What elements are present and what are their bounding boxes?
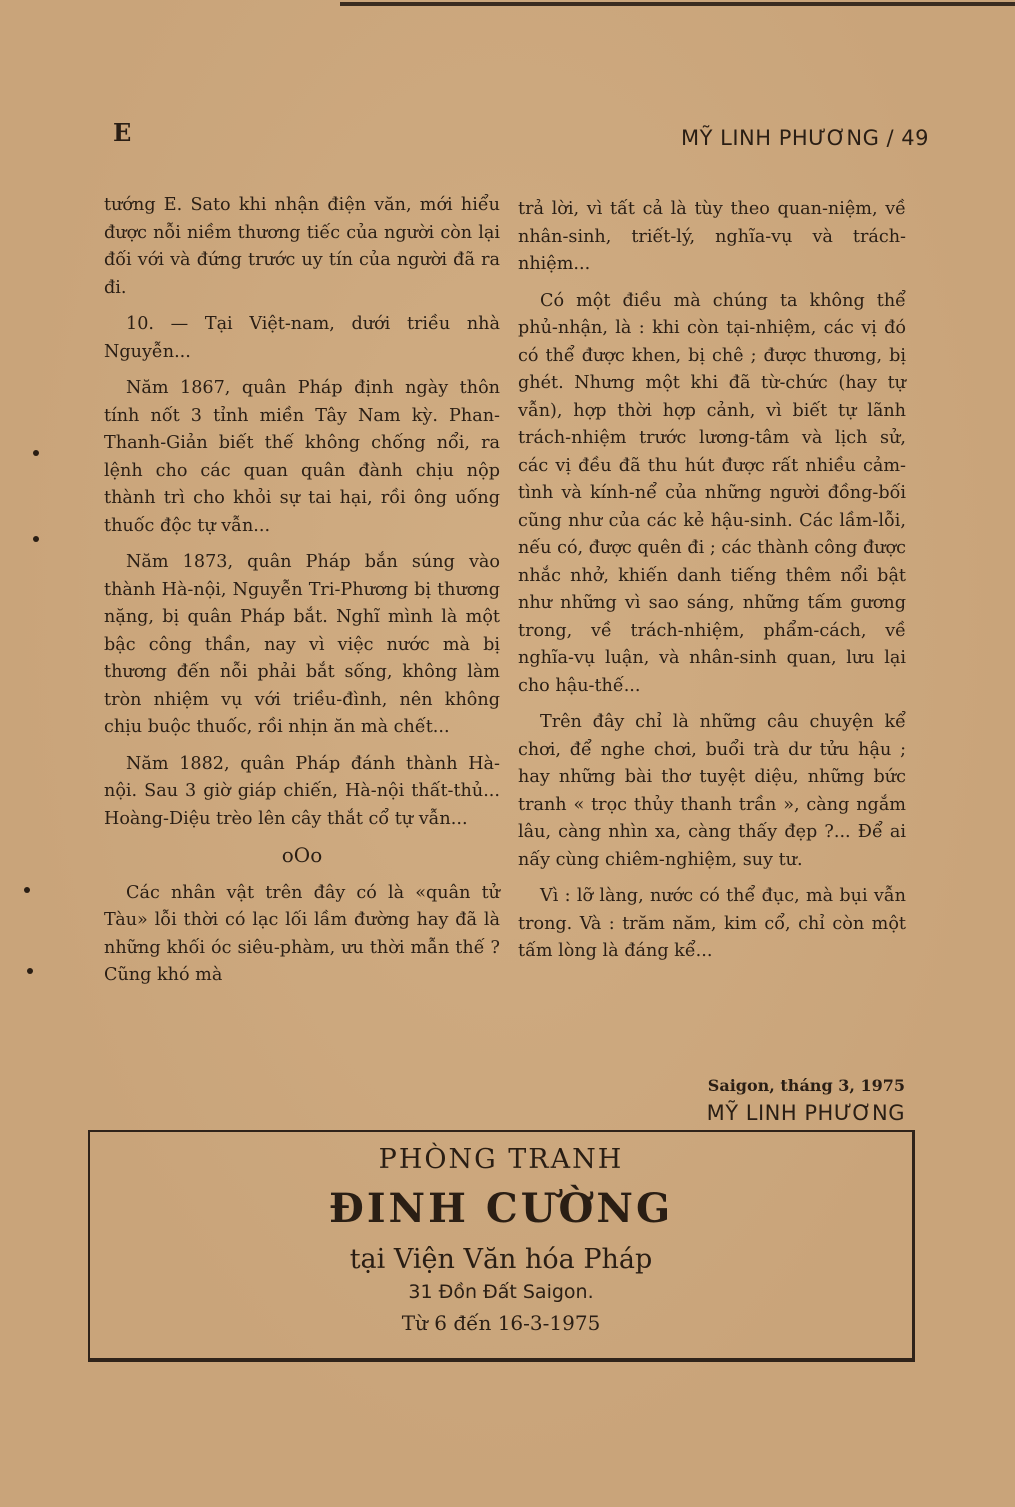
paragraph: tướng E. Sato khi nhận điện văn, mới hiểu được nỗi niềm thương tiếc của người còn lại đối với và đứng trước uy tín của người đã ra đi. [104, 195, 500, 298]
margin-dot [27, 968, 33, 974]
ad-title: ĐINH CƯỜNG [328, 1185, 674, 1232]
paragraph: Các nhân vật trên đây có là «quân tử Tàu» lỗi thời có lạc lối lầm đường hay đã là những khối óc siêu-phàm, ưu thời mẫn thế ? Cũng khó mà [104, 882, 500, 985]
margin-dot [24, 887, 30, 893]
paragraph: trả lời, vì tất cả là tùy theo quan-niệm, về nhân-sinh, triết-lý, nghĩa-vụ và trách-nhiệm... [518, 199, 906, 274]
signature-author: MỸ LINH PHƯƠNG [706, 1101, 905, 1125]
ad-label: PHÒNG TRANH [378, 1144, 624, 1175]
ad-dates: Từ 6 đến 16-3-1975 [401, 1311, 601, 1335]
exhibition-advertisement [88, 1130, 915, 1362]
ad-address: 31 Đồn Đất Saigon. [408, 1281, 594, 1303]
right-column [518, 196, 906, 975]
paragraph: Năm 1867, quân Pháp định ngày thôn tính nốt 3 tỉnh miền Tây Nam kỳ. Phan-Thanh-Giản biết thế không chống nổi, ra lệnh cho các quan quân đành chịu nộp thành trì cho khỏi sự tai hại, rồi ông uống thuốc độc tự vẫn... [104, 378, 500, 536]
section-heading: 10. — Tại Việt-nam, dưới triều nhà Nguyễn... [104, 314, 500, 362]
section-mark: E [113, 118, 132, 147]
ad-venue: tại Viện Văn hóa Pháp [349, 1244, 653, 1275]
paragraph: Trên đây chỉ là những câu chuyện kể chơi, để nghe chơi, buổi trà dư tửu hậu ; hay những bài thơ tuyệt diệu, những bức tranh « trọc thủy thanh trần », càng ngắm lâu, càng nhìn xa, càng thấy đẹp ?... Để ai nấy cùng chiêm-nghiệm, suy tư. [518, 712, 906, 870]
signature-place-date: Saigon, tháng 3, 1975 [707, 1076, 905, 1095]
top-rule [340, 2, 1015, 6]
paragraph: Vì : lỡ làng, nước có thể đục, mà bụi vẫn trong. Và : trăm năm, kim cổ, chỉ còn một tấm lòng là đáng kể... [518, 886, 906, 961]
signature-block [707, 1076, 905, 1125]
running-head: MỸ LINH PHƯƠNG / 49 [681, 126, 929, 150]
left-column [104, 192, 500, 999]
paragraph: Năm 1882, quân Pháp đánh thành Hà-nội. Sau 3 giờ giáp chiến, Hà-nội thất-thủ... Hoàng-Diệu trèo lên cây thắt cổ tự vẫn... [104, 753, 500, 829]
separator: oOo [281, 843, 323, 867]
paragraph: Năm 1873, quân Pháp bắn súng vào thành Hà-nội, Nguyễn Tri-Phương bị thương nặng, bị quân Pháp bắt. Nghĩ mình là một bậc công thần, nay vì việc nước mà bị thương đến nỗi phải bắt sống, không làm tròn nhiệm vụ với triều-đình, nên không chịu buộc thuốc, rồi nhịn ăn mà chết... [104, 552, 500, 737]
paragraph: Có một điều mà chúng ta không thể phủ-nhận, là : khi còn tại-nhiệm, các vị đó có thể được khen, bị chê ; được thương, bị ghét. Nhưng một khi đã từ-chức (hay tự vẫn), hợp thời hợp cảnh, vì biết tự lãnh trách-nhiệm trước lương-tâm và lịch sử, các vị đều đã thu hút được rất nhiều cảm-tình và kính-nể của những người đồng-bối cũng như của các kẻ hậu-sinh. Các lầm-lỗi, nếu có, được quên đi ; các thành công được nhắc nhở, khiến danh tiếng thêm nổi bật như những vì sao sáng, những tấm gương trong, về trách-nhiệm, phẩm-cách, về nghĩa-vụ luận, và nhân-sinh quan, lưu lại cho hậu-thế... [518, 290, 906, 696]
margin-dot [33, 450, 39, 456]
margin-dot [33, 536, 39, 542]
